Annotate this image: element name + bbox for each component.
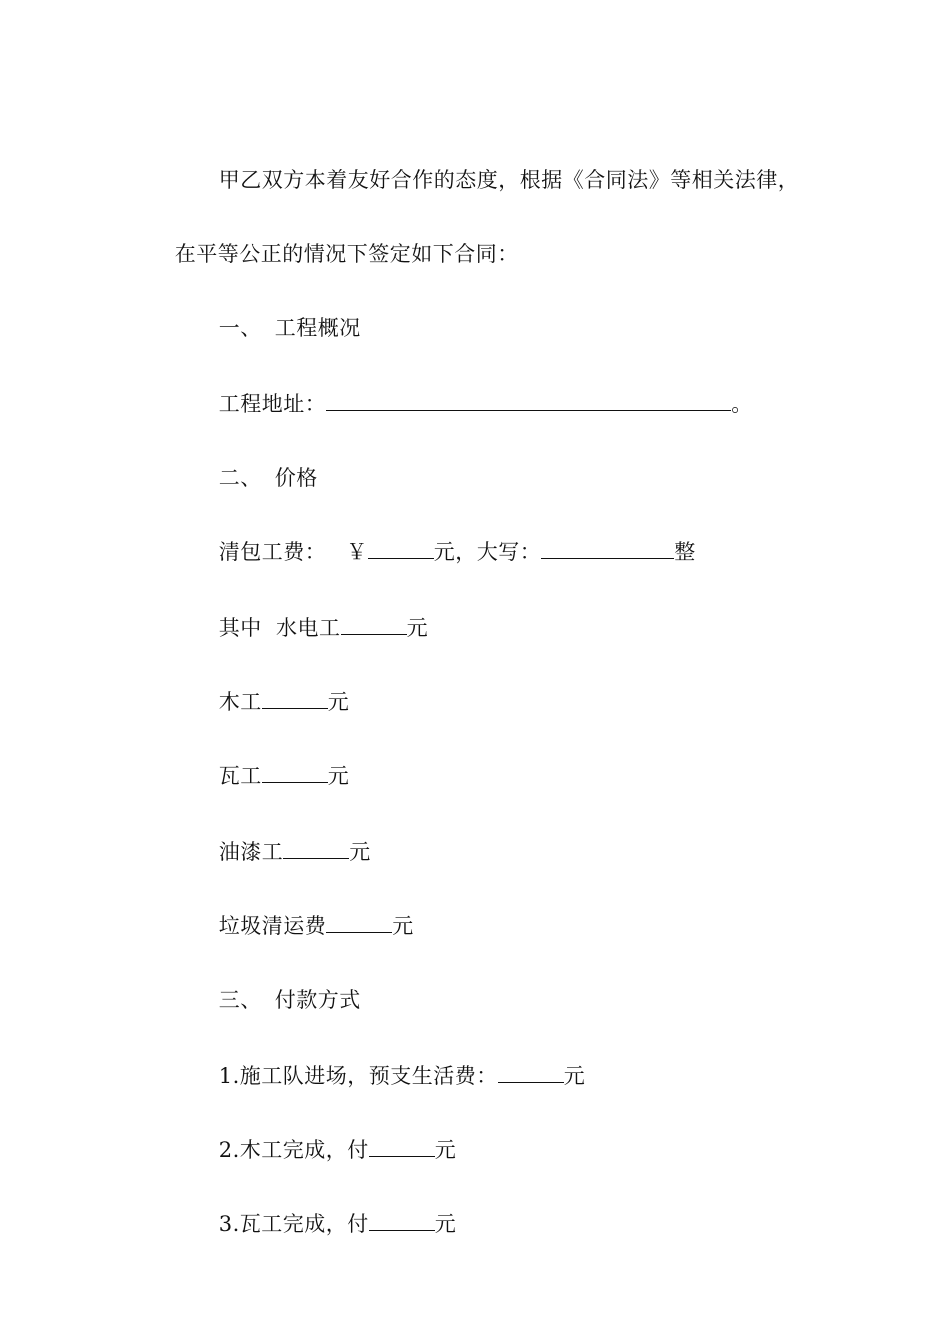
water-electric-row xyxy=(190,586,428,670)
waste-unit: 元 xyxy=(392,914,414,938)
intro-line-1 xyxy=(190,138,799,222)
payment-2-unit: 元 xyxy=(434,1138,457,1162)
total-written-blank xyxy=(541,538,674,559)
payment-1-label: 1.施工队进场，预支生活费： xyxy=(218,1064,498,1088)
currency-symbol: ￥ xyxy=(346,540,368,564)
carpentry-label: 木工 xyxy=(218,690,262,714)
section-number: 二、 xyxy=(218,466,262,490)
section-title: 付款方式 xyxy=(274,988,361,1012)
intro-text-1: 甲乙双方本着友好合作的态度，根据《合同法》等相关法律， xyxy=(218,168,800,192)
payment-item-3 xyxy=(190,1182,456,1266)
payment-item-1 xyxy=(190,1034,585,1118)
tiling-unit: 元 xyxy=(327,764,350,788)
address-row xyxy=(190,362,753,446)
tiling-blank xyxy=(262,762,328,783)
payment-1-blank xyxy=(498,1062,564,1083)
waste-blank xyxy=(326,912,392,933)
waste-label: 垃圾清运费 xyxy=(218,914,327,938)
section-heading-price xyxy=(190,436,318,520)
tiling-label: 瓦工 xyxy=(218,764,262,788)
painting-unit: 元 xyxy=(349,840,371,864)
address-label: 工程地址： xyxy=(218,392,327,416)
intro-text-2: 在平等公正的情况下签定如下合同： xyxy=(174,242,519,266)
total-fee-label: 清包工费： xyxy=(218,540,327,564)
total-fee-row xyxy=(190,510,696,594)
payment-2-label: 2.木工完成，付 xyxy=(218,1138,369,1162)
carpentry-row xyxy=(190,660,349,744)
total-end: 整 xyxy=(674,540,696,564)
address-end: 。 xyxy=(731,392,753,416)
intro-line-2 xyxy=(146,212,519,296)
section-title: 价格 xyxy=(274,466,318,490)
payment-2-blank xyxy=(369,1136,435,1157)
payment-3-blank xyxy=(369,1210,435,1231)
section-number: 一、 xyxy=(218,316,262,340)
water-electric-label: 其中 水电工 xyxy=(218,616,341,640)
water-electric-unit: 元 xyxy=(406,616,429,640)
section-number: 三、 xyxy=(218,988,262,1012)
painting-row xyxy=(190,810,371,894)
painting-blank xyxy=(283,838,349,859)
waste-removal-row xyxy=(190,884,414,968)
carpentry-blank xyxy=(262,688,328,709)
payment-3-label: 3.瓦工完成，付 xyxy=(218,1212,369,1236)
tiling-row xyxy=(190,734,349,818)
payment-1-unit: 元 xyxy=(563,1064,586,1088)
section-title: 工程概况 xyxy=(274,316,361,340)
water-electric-blank xyxy=(341,614,407,635)
total-unit: 元，大写： xyxy=(433,540,542,564)
total-amount-blank xyxy=(368,538,434,559)
payment-item-2 xyxy=(190,1108,456,1192)
address-blank xyxy=(326,390,731,411)
payment-3-unit: 元 xyxy=(434,1212,457,1236)
section-heading-project xyxy=(190,286,361,370)
painting-label: 油漆工 xyxy=(218,840,284,864)
section-heading-payment xyxy=(190,958,361,1042)
carpentry-unit: 元 xyxy=(327,690,350,714)
